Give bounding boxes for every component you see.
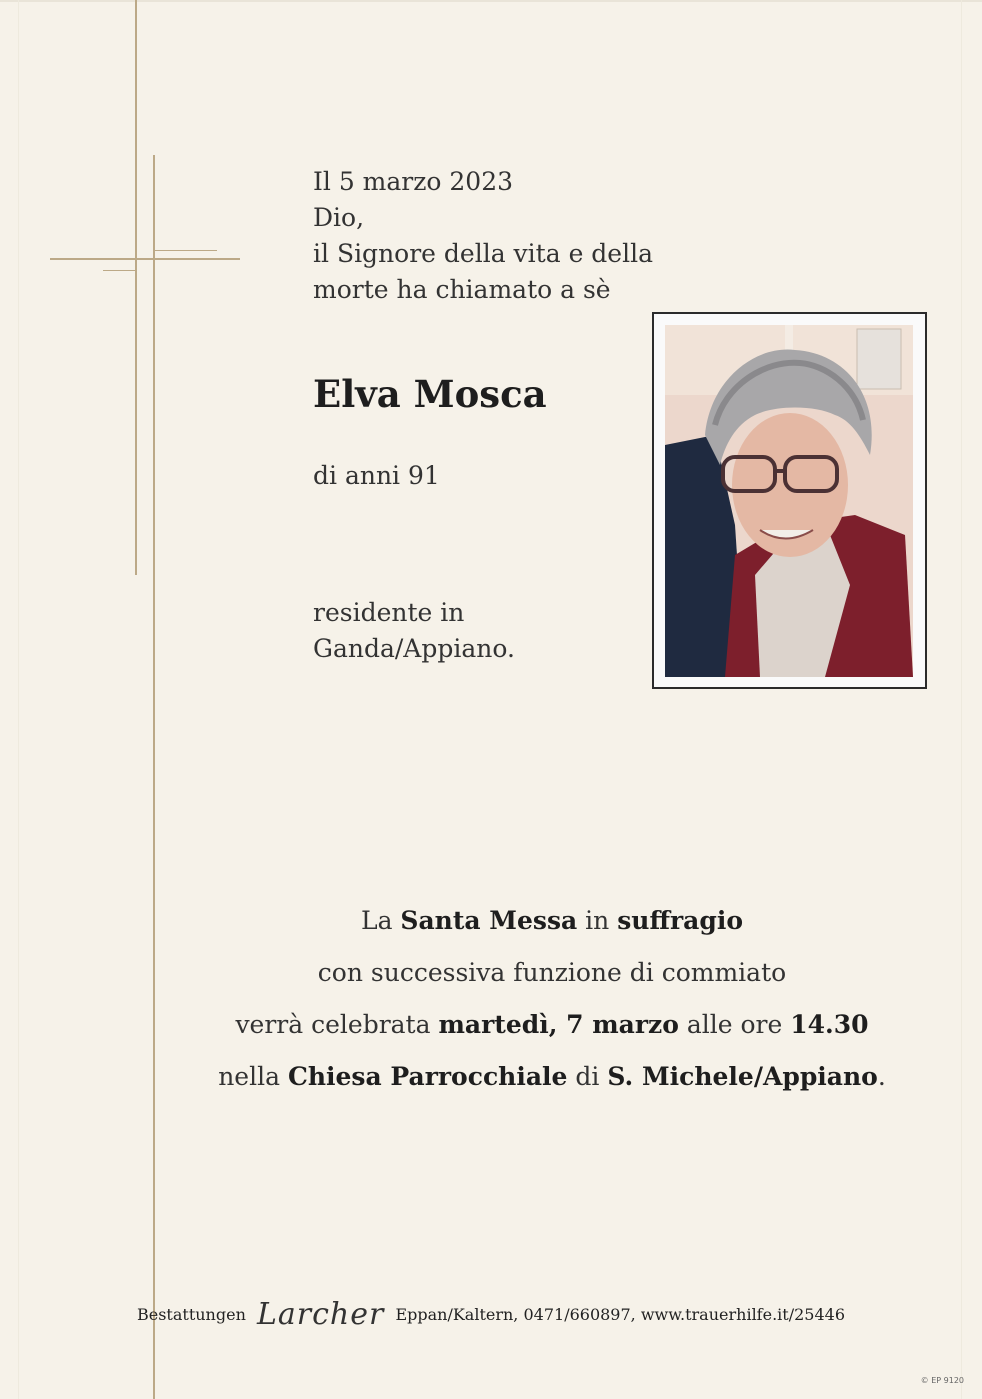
print-code: © EP 9120 — [920, 1376, 964, 1385]
mass-announcement — [182, 895, 922, 1103]
intro-text — [313, 164, 653, 308]
cross-vertical-line-1 — [135, 0, 137, 575]
residence-line-2: Ganda/Appiano. — [313, 634, 515, 663]
portrait-photo — [665, 325, 913, 677]
intro-line-2: Dio, — [313, 203, 365, 232]
funeral-home-logo: Larcher — [256, 1297, 385, 1332]
footer-contact: Eppan/Kaltern, 0471/660897, www.trauerhilfe.it/25446 — [395, 1305, 845, 1324]
cross-vertical-line-2 — [153, 155, 155, 1399]
footer-prefix: Bestattungen — [136, 1305, 246, 1324]
funeral-home-footer — [0, 1293, 982, 1332]
residence — [313, 595, 515, 667]
mass-line-3: verrà celebrata martedì, 7 marzo alle ore 14.30 — [235, 1010, 869, 1039]
cross-horizontal-line-1 — [50, 258, 240, 260]
intro-line-3: il Signore della vita e della — [313, 239, 654, 268]
residence-line-1: residente in — [313, 598, 465, 627]
death-date: Il 5 marzo 2023 — [313, 167, 514, 196]
deceased-name: Elva Mosca — [313, 372, 547, 416]
mass-line-4: nella Chiesa Parrocchiale di S. Michele/Appiano. — [218, 1062, 886, 1091]
cross-horizontal-line-3 — [155, 250, 217, 251]
intro-line-4: morte ha chiamato a sè — [313, 275, 611, 304]
mass-line-2: con successiva funzione di commiato — [317, 958, 787, 987]
cross-horizontal-line-2 — [103, 270, 137, 271]
deceased-age: di anni 91 — [313, 461, 440, 490]
mass-line-1: La Santa Messa in suffragio — [360, 906, 744, 935]
